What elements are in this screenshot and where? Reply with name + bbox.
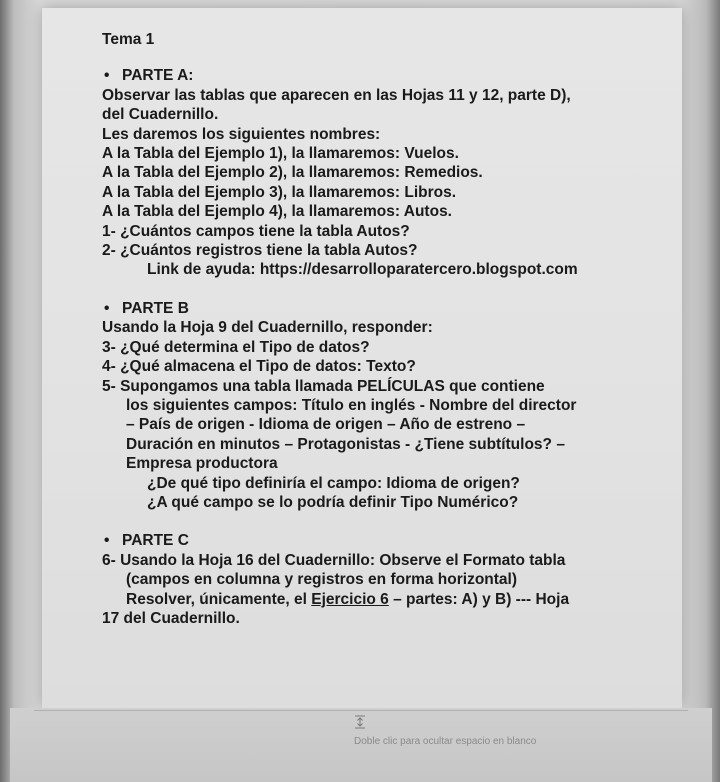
text-line: A la Tabla del Ejemplo 2), la llamaremos: Remedios. [102,164,483,182]
whitespace-hint: Doble clic para ocultar espacio en blanco [354,736,537,747]
question-5-continued: Empresa productora [126,455,278,473]
text-line: Observar las tablas que aparecen en las Hojas 11 y 12, parte D), [102,86,571,104]
page-gap-resize-icon[interactable] [354,715,366,729]
resolver-text-end: – partes: A) y B) --- Hoja [388,590,570,608]
section-intro: Usando la Hoja 9 del Cuadernillo, responder: [102,319,433,337]
document-body[interactable] [102,30,622,628]
question-4: 4- ¿Qué almacena el Tipo de datos: Texto? [102,358,416,376]
question-1: 1- ¿Cuántos campos tiene la tabla Autos? [102,222,410,240]
bullet-icon: • [104,299,110,317]
question-5-sub-a: ¿De qué tipo definiría el campo: Idioma de origen? [147,474,520,492]
question-5-sub-b: ¿A qué campo se lo podría definir Tipo Numérico? [147,493,519,511]
bullet-icon: • [104,67,110,85]
question-2: 2- ¿Cuántos registros tiene la tabla Autos? [102,242,418,260]
text-line: del Cuadernillo. [102,106,219,124]
help-link[interactable]: Link de ayuda: https://desarrolloparatercero.blogspot.com [147,261,578,279]
question-5: 5- Supongamos una tabla llamada PELÍCULAS que contiene [102,377,545,395]
page-title: Tema 1 [102,31,155,48]
section-heading-label: PARTE C [122,532,189,550]
text-line: Les daremos los siguientes nombres: [102,125,381,143]
text-line: A la Tabla del Ejemplo 1), la llamaremos: Vuelos. [102,145,459,163]
question-6-resolver [102,590,622,609]
section-heading-parte-b [102,299,622,318]
section-heading-label: PARTE B [122,299,189,317]
text-line: A la Tabla del Ejemplo 3), la llamaremos: Libros. [102,183,457,201]
question-5-continued: los siguientes campos: Título en inglés - Nombre del director [126,396,577,414]
question-6-last: 17 del Cuadernillo. [102,609,240,627]
section-heading-parte-c [102,531,622,550]
section-heading-parte-a [102,66,622,85]
resolver-text: Resolver, únicamente, el [126,590,312,608]
question-5-continued: Duración en minutos – Protagonistas - ¿Tiene subtítulos? – [126,435,565,453]
question-5-continued: – País de origen - Idioma de origen – Año de estreno – [126,416,526,434]
exercise-reference: Ejercicio 6 [311,590,389,608]
question-6-continued: (campos en columna y registros en forma horizontal) [126,571,518,589]
section-heading-label: PARTE A: [122,67,194,85]
text-line: A la Tabla del Ejemplo 4), la llamaremos: Autos. [102,203,452,221]
bullet-icon: • [104,532,110,550]
question-6: 6- Usando la Hoja 16 del Cuadernillo: Observe el Formato tabla [102,551,566,569]
page-break-divider [34,710,688,711]
question-3: 3- ¿Qué determina el Tipo de datos? [102,338,370,356]
